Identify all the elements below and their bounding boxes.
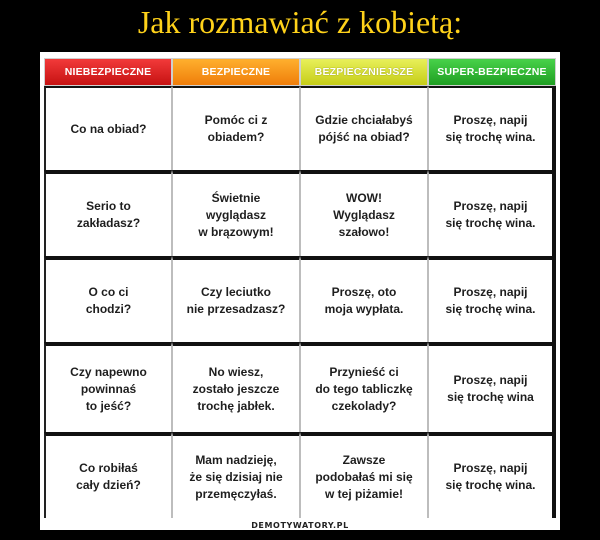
table-row	[44, 342, 556, 432]
table-cell: Proszę, napij się trochę wina	[428, 342, 556, 432]
table-cell: Czy napewno powinnaś to jeść?	[44, 342, 172, 432]
table-row	[44, 432, 556, 518]
table-cell: Proszę, napij się trochę wina.	[428, 86, 556, 170]
table-cell: Proszę, napij się trochę wina.	[428, 170, 556, 256]
table-row	[44, 170, 556, 256]
table-cell: O co ci chodzi?	[44, 256, 172, 342]
site-watermark: DEMOTYWATORY.PL	[251, 521, 349, 530]
header-safer: BEZPIECZNIEJSZE	[300, 58, 428, 86]
table-cell: Gdzie chciałabyś pójść na obiad?	[300, 86, 428, 170]
header-super-safe: SUPER-BEZPIECZNE	[428, 58, 556, 86]
table-cell: Świetnie wyglądasz w brązowym!	[172, 170, 300, 256]
table-cell: WOW! Wyglądasz szałowo!	[300, 170, 428, 256]
safety-table	[44, 58, 556, 518]
table-cell: Co na obiad?	[44, 86, 172, 170]
table-row	[44, 86, 556, 170]
page-title: Jak rozmawiać z kobietą:	[137, 4, 463, 40]
header-dangerous: NIEBEZPIECZNE	[44, 58, 172, 86]
header-safe: BEZPIECZNE	[172, 58, 300, 86]
table-cell: Proszę, oto moja wypłata.	[300, 256, 428, 342]
table-cell: Serio to zakładasz?	[44, 170, 172, 256]
table-cell: Przynieść ci do tego tabliczkę czekolady?	[300, 342, 428, 432]
table-cell: No wiesz, zostało jeszcze trochę jabłek.	[172, 342, 300, 432]
table-cell: Zawsze podobałaś mi się w tej piżamie!	[300, 432, 428, 518]
table-cell: Mam nadzieję, że się dzisiaj nie przemęczyłaś.	[172, 432, 300, 518]
table-header-row	[44, 58, 556, 86]
table-cell: Pomóc ci z obiadem?	[172, 86, 300, 170]
table-cell: Co robiłaś cały dzień?	[44, 432, 172, 518]
table-cell: Czy leciutko nie przesadzasz?	[172, 256, 300, 342]
table-cell: Proszę, napij się trochę wina.	[428, 256, 556, 342]
table-cell: Proszę, napij się trochę wina.	[428, 432, 556, 518]
poster-image	[40, 52, 560, 530]
table-row	[44, 256, 556, 342]
